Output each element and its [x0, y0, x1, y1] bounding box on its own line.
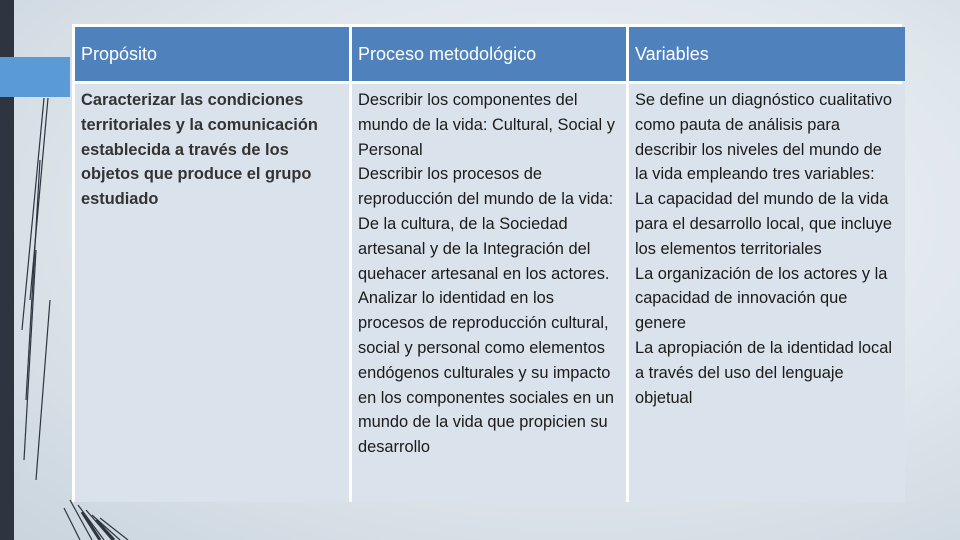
proceso-line: Describir los componentes del mundo de la vida: Cultural, Social y Personal: [358, 91, 615, 159]
cell-variables: [629, 84, 905, 502]
header-proposito: Propósito: [75, 27, 349, 81]
variables-line: Se define un diagnóstico cualitativo como pauta de análisis para describir los niveles del mundo de la vida empleando tres variables:: [635, 91, 892, 184]
variables-line: La organización de los actores y la capacidad de innovación que genere: [635, 264, 888, 333]
header-proceso: Proceso metodológico: [352, 27, 626, 81]
header-variables: Variables: [629, 27, 905, 81]
proposito-text: Caracterizar las condiciones territoriales y la comunicación establecida a través de los objetos que produce el grupo estudiado: [81, 91, 318, 209]
content-table: [72, 24, 902, 502]
proceso-line: Describir los procesos de reproducción del mundo de la vida: De la cultura, de la Sociedad artesanal y de la Integración del quehacer artesanal en los actores.: [358, 165, 614, 283]
cell-proposito: [75, 84, 349, 502]
variables-line: La capacidad del mundo de la vida para el desarrollo local, que incluye los elementos territoriales: [635, 190, 892, 258]
variables-line: La apropiación de la identidad local a través del uso del lenguaje objetual: [635, 338, 892, 407]
cell-proceso: [352, 84, 626, 502]
proceso-line: Analizar lo identidad en los procesos de reproducción cultural, social y personal como elementos endógenos culturales y su impacto en los componentes sociales en un mundo de la vida que propicien su desarrollo: [358, 289, 615, 457]
